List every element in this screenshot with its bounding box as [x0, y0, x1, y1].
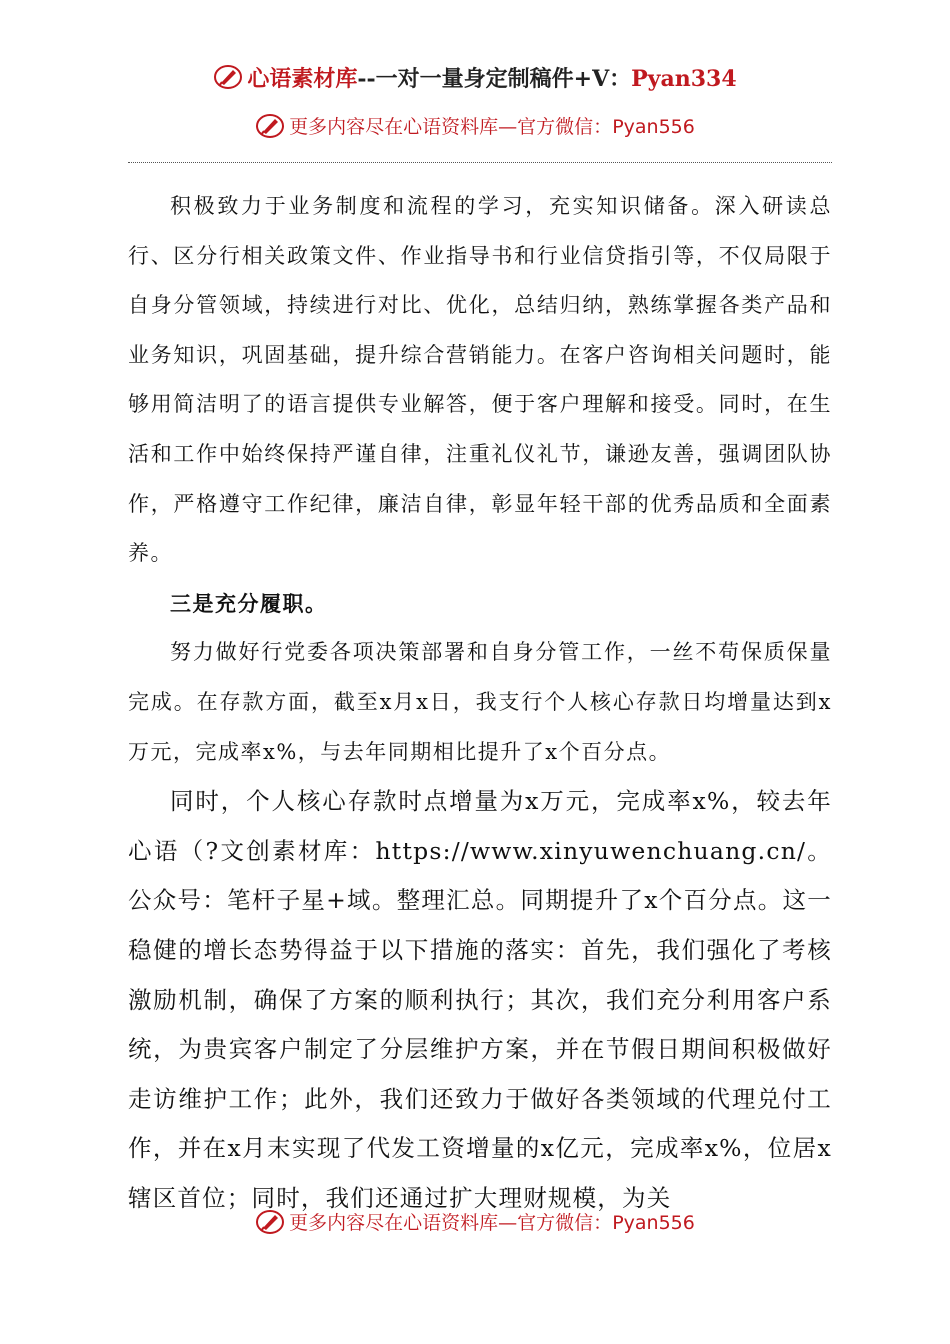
page-header — [0, 62, 950, 96]
subheader-wechat-id: Pyan556 — [612, 116, 695, 138]
section-heading: 三是充分履职。 — [170, 590, 328, 616]
page-footer — [0, 1208, 950, 1240]
footer-wechat-id: Pyan556 — [612, 1212, 695, 1234]
subheader-text: 更多内容尽在心语资料库 — [289, 116, 499, 138]
header-tagline: --一对一量身定制稿件+V： — [357, 66, 632, 92]
footer-separator: — — [498, 1212, 518, 1234]
pen-nib-logo-icon — [255, 113, 285, 144]
body-paragraph: 同时，个人核心存款时点增量为x万元，完成率x%，较去年心语（?文创素材库：https://www.xinyuwenchuang.cn/。公众号：笔杆子星+域。整理汇总。同期提升了x个百分点。这一稳健的增长态势得益于以下措施的落实：首先，我们强化了考核激励机制，确保了方案的顺利执行；其次，我们充分利用客户系统，为贵宾客户制定了分层维护方案，并在节假日期间积极做好走访维护工作；此外，我们还致力于做好各类领域的代理兑付工作，并在x月末实现了代发工资增量的x亿元，完成率x%，位居x辖区首位；同时，我们还通过扩大理财规模，为关 — [128, 787, 832, 1212]
pen-nib-logo-icon — [255, 1209, 285, 1240]
brand-name: 心语素材库 — [247, 66, 358, 92]
document-body — [128, 182, 832, 1223]
pen-nib-logo-icon — [213, 64, 243, 96]
subheader-separator: — — [498, 116, 518, 138]
page-subheader — [0, 112, 950, 144]
footer-wechat-label: 官方微信： — [517, 1212, 613, 1234]
footer-text: 更多内容尽在心语资料库 — [289, 1212, 499, 1234]
body-paragraph: 努力做好行党委各项决策部署和自身分管工作，一丝不苟保质保量完成。在存款方面，截至x月x日，我支行个人核心存款日均增量达到x万元，完成率x%，与去年同期相比提升了x个百分点。 — [128, 640, 832, 764]
body-paragraph: 积极致力于业务制度和流程的学习，充实知识储备。深入研读总行、区分行相关政策文件、作业指导书和行业信贷指引等，不仅局限于自身分管领域，持续进行对比、优化，总结归纳，熟练掌握各类产品和业务知识，巩固基础，提升综合营销能力。在客户咨询相关问题时，能够用简洁明了的语言提供专业解答，便于客户理解和接受。同时，在生活和工作中始终保持严谨自律，注重礼仪礼节，谦逊友善，强调团队协作，严格遵守工作纪律，廉洁自律，彰显年轻干部的优秀品质和全面素养。 — [128, 194, 832, 566]
header-wechat-id: Pyan334 — [631, 66, 737, 92]
header-divider — [128, 162, 832, 163]
subheader-wechat-label: 官方微信： — [517, 116, 613, 138]
